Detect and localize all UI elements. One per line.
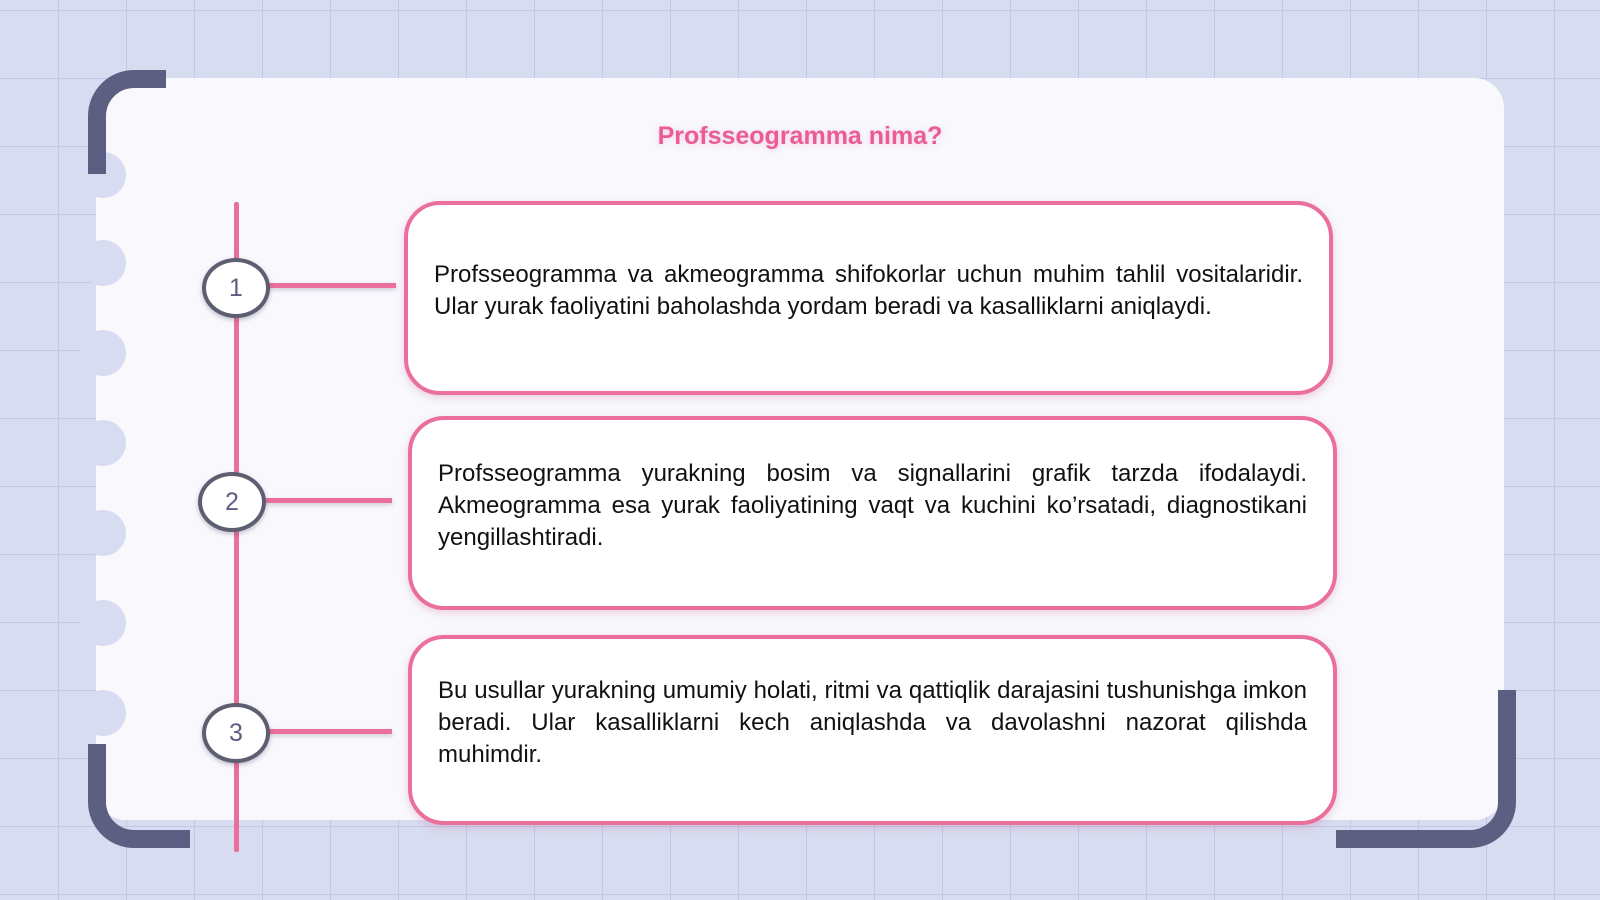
step-text: Bu usullar yurakning umumiy holati, ritmi va qattiqlik darajasini tushunishga imkon beradi. Ular kasalliklarni kech aniqlashda va davolashni nazorat qilishda muhimdir. bbox=[438, 677, 1307, 768]
corner-bracket-bottom-left bbox=[88, 744, 190, 848]
notebook-scallop bbox=[80, 420, 126, 466]
step-number-badge: 2 bbox=[198, 472, 266, 532]
timeline-connector bbox=[262, 498, 392, 503]
notebook-scallop bbox=[80, 690, 126, 736]
timeline-connector bbox=[266, 283, 396, 288]
notebook-scallop bbox=[80, 330, 126, 376]
step-box bbox=[404, 201, 1333, 395]
notebook-scallop bbox=[80, 510, 126, 556]
step-number-badge: 3 bbox=[202, 703, 270, 763]
notebook-scallop bbox=[80, 240, 126, 286]
step-text: Profsseogramma yurakning bosim va signallarini grafik tarzda ifodalaydi. Akmeogramma esa yurak faoliyatining vaqt va kuchini ko’rsatadi, diagnostikani yengillashtiradi. bbox=[438, 460, 1307, 551]
step-number-badge: 1 bbox=[202, 258, 270, 318]
step-text: Profsseogramma va akmeogramma shifokorlar uchun muhim tahlil vositalaridir. Ular yurak faoliyatini baholashda yordam beradi va kasalliklarni aniqlaydi. bbox=[434, 261, 1303, 320]
corner-bracket-bottom-right bbox=[1336, 690, 1516, 848]
step-box bbox=[408, 416, 1337, 610]
step-box bbox=[408, 635, 1337, 825]
notebook-scallop bbox=[80, 600, 126, 646]
timeline-connector bbox=[266, 729, 392, 734]
slide-title: Profsseogramma nima? bbox=[657, 122, 943, 150]
